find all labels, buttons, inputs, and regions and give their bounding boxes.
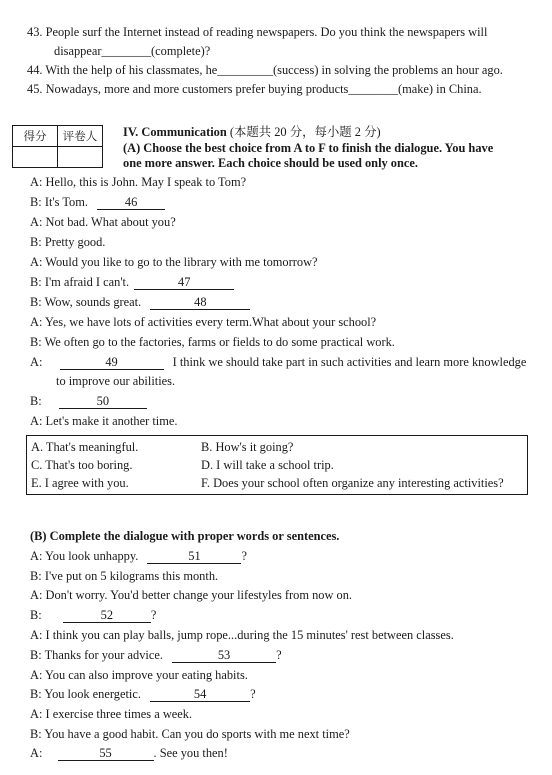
speaker: B: bbox=[30, 394, 42, 408]
speaker: A: bbox=[30, 355, 43, 369]
dialogue-post: ? bbox=[150, 608, 157, 622]
grader-header: 评卷人 bbox=[58, 126, 103, 147]
dialogue-b-line-9 bbox=[30, 706, 192, 722]
dialogue-a-line-9 bbox=[30, 334, 395, 350]
q44 bbox=[27, 62, 503, 78]
speaker: B: bbox=[30, 335, 42, 349]
section-title-cn: (本题共 20 分，每小题 2 分) bbox=[229, 125, 381, 139]
speaker: B: bbox=[30, 727, 42, 741]
instructions-a-line2: one more answer. Each choice should be used only once. bbox=[123, 156, 418, 170]
q44-blank[interactable]: _________ bbox=[217, 63, 274, 77]
q43-line1: 43. People surf the Internet instead of reading newspapers. Do you think the newspapers will bbox=[27, 25, 488, 39]
dialogue-a-line-11 bbox=[30, 393, 147, 409]
section-title: IV. Communication bbox=[123, 125, 227, 139]
dialogue-a-line-8 bbox=[30, 314, 376, 330]
dialogue-text: Would you like to go to the library with me tomorrow? bbox=[45, 255, 318, 269]
dialogue-a-line-7 bbox=[30, 294, 250, 310]
q45-post: (make) in China. bbox=[397, 82, 482, 96]
dialogue-b-line-3 bbox=[30, 587, 352, 603]
speaker: B: bbox=[30, 569, 42, 583]
option-a: A. That's meaningful. bbox=[31, 440, 139, 454]
speaker: A: bbox=[30, 255, 43, 269]
dialogue-text: I exercise three times a week. bbox=[45, 707, 193, 721]
dialogue-b-line-11 bbox=[30, 745, 228, 761]
q45 bbox=[27, 81, 482, 97]
dialogue-post: ? bbox=[276, 648, 282, 662]
dialogue-text: Let's make it another time. bbox=[45, 414, 178, 428]
speaker: A: bbox=[30, 414, 43, 428]
option-b: B. How's it going? bbox=[201, 440, 294, 454]
dialogue-post: ? bbox=[241, 549, 247, 563]
dialogue-a-line-6 bbox=[30, 274, 234, 290]
dialogue-text: I'm afraid I can't. bbox=[44, 275, 130, 289]
blank-47[interactable]: 47 bbox=[134, 276, 234, 290]
speaker: B: bbox=[30, 687, 42, 701]
dialogue-b-line-7 bbox=[30, 667, 248, 683]
dialogue-text: It's Tom. bbox=[44, 195, 88, 209]
dialogue-a-line-2 bbox=[30, 194, 165, 210]
dialogue-b-line-10 bbox=[30, 726, 350, 742]
dialogue-a-line-12 bbox=[30, 413, 177, 429]
q45-blank[interactable]: ________ bbox=[348, 82, 398, 96]
speaker: B: bbox=[30, 295, 42, 309]
dialogue-a-line-10 bbox=[30, 354, 526, 370]
dialogue-text: You have a good habit. Can you do sports with me next time? bbox=[44, 727, 350, 741]
dialogue-text: Thanks for your advice. bbox=[44, 648, 163, 662]
speaker: B: bbox=[30, 195, 42, 209]
option-e: E. I agree with you. bbox=[31, 476, 129, 490]
dialogue-a-line-1 bbox=[30, 174, 246, 190]
speaker: A: bbox=[30, 175, 43, 189]
blank-46[interactable]: 46 bbox=[97, 196, 165, 210]
blank-51[interactable]: 51 bbox=[147, 550, 241, 564]
q45-pre: 45. Nowadays, more and more customers prefer buying products bbox=[27, 82, 349, 96]
speaker: A: bbox=[30, 215, 43, 229]
blank-52[interactable]: 52 bbox=[63, 609, 151, 623]
speaker: B: bbox=[30, 235, 42, 249]
dialogue-text: I think we should take part in such activities and learn more knowledge bbox=[172, 355, 527, 369]
dialogue-text: Not bad. What about you? bbox=[45, 215, 176, 229]
option-c: C. That's too boring. bbox=[31, 458, 133, 472]
q43-pre: disappear bbox=[54, 44, 102, 58]
speaker: A: bbox=[30, 746, 43, 760]
speaker: A: bbox=[30, 707, 43, 721]
q43-post: (complete)? bbox=[151, 44, 211, 58]
score-cell[interactable] bbox=[13, 147, 58, 168]
dialogue-b-line-5 bbox=[30, 627, 454, 643]
dialogue-text: Wow, sounds great. bbox=[44, 295, 142, 309]
score-header: 得分 bbox=[13, 126, 58, 147]
score-table bbox=[12, 125, 103, 168]
dialogue-a-line-5 bbox=[30, 254, 318, 270]
dialogue-a-line-4 bbox=[30, 234, 105, 250]
dialogue-text: You can also improve your eating habits. bbox=[45, 668, 248, 682]
speaker: A: bbox=[30, 315, 43, 329]
dialogue-text: Pretty good. bbox=[44, 235, 106, 249]
dialogue-text: Hello, this is John. May I speak to Tom? bbox=[45, 175, 247, 189]
q44-post: (success) in solving the problems an hour ago. bbox=[273, 63, 503, 77]
section-b-title: (B) Complete the dialogue with proper words or sentences. bbox=[30, 529, 340, 543]
dialogue-text: You look unhappy. bbox=[45, 549, 139, 563]
speaker: B: bbox=[30, 608, 42, 622]
dialogue-a-line-10-cont: to improve our abilities. bbox=[56, 374, 176, 388]
dialogue-b-line-6 bbox=[30, 647, 282, 663]
dialogue-text: Don't worry. You'd better change your lifestyles from now on. bbox=[45, 588, 353, 602]
blank-54[interactable]: 54 bbox=[150, 688, 250, 702]
speaker: B: bbox=[30, 648, 42, 662]
option-f: F. Does your school often organize any interesting activities? bbox=[201, 476, 504, 490]
speaker: A: bbox=[30, 668, 43, 682]
dialogue-text: We often go to the factories, farms or fields to do some practical work. bbox=[44, 335, 395, 349]
dialogue-b-line-2 bbox=[30, 568, 218, 584]
dialogue-text: I think you can play balls, jump rope...during the 15 minutes' rest between classes. bbox=[45, 628, 454, 642]
grader-cell[interactable] bbox=[58, 147, 103, 168]
dialogue-post: ? bbox=[250, 687, 256, 701]
instructions-a-line1: (A) Choose the best choice from A to F to finish the dialogue. You have bbox=[123, 141, 494, 155]
blank-50[interactable]: 50 bbox=[59, 395, 147, 409]
blank-49[interactable]: 49 bbox=[60, 356, 164, 370]
dialogue-post: . See you then! bbox=[153, 746, 228, 760]
dialogue-b-line-1 bbox=[30, 548, 247, 564]
speaker: A: bbox=[30, 628, 43, 642]
section-heading bbox=[123, 124, 381, 140]
blank-55[interactable]: 55 bbox=[58, 747, 154, 761]
dialogue-text: Yes, we have lots of activities every term.What about your school? bbox=[45, 315, 377, 329]
dialogue-a-line-3 bbox=[30, 214, 176, 230]
dialogue-text: You look energetic. bbox=[44, 687, 141, 701]
dialogue-b-line-8 bbox=[30, 686, 256, 702]
dialogue-b-line-4 bbox=[30, 607, 156, 623]
options-box bbox=[26, 435, 528, 495]
blank-48[interactable]: 48 bbox=[150, 296, 250, 310]
q43-line2 bbox=[54, 43, 210, 59]
q44-pre: 44. With the help of his classmates, he bbox=[27, 63, 218, 77]
q43-blank[interactable]: ________ bbox=[101, 44, 152, 58]
dialogue-text: I've put on 5 kilograms this month. bbox=[44, 569, 219, 583]
option-d: D. I will take a school trip. bbox=[201, 458, 334, 472]
speaker: A: bbox=[30, 549, 43, 563]
speaker: B: bbox=[30, 275, 42, 289]
blank-53[interactable]: 53 bbox=[172, 649, 276, 663]
speaker: A: bbox=[30, 588, 43, 602]
